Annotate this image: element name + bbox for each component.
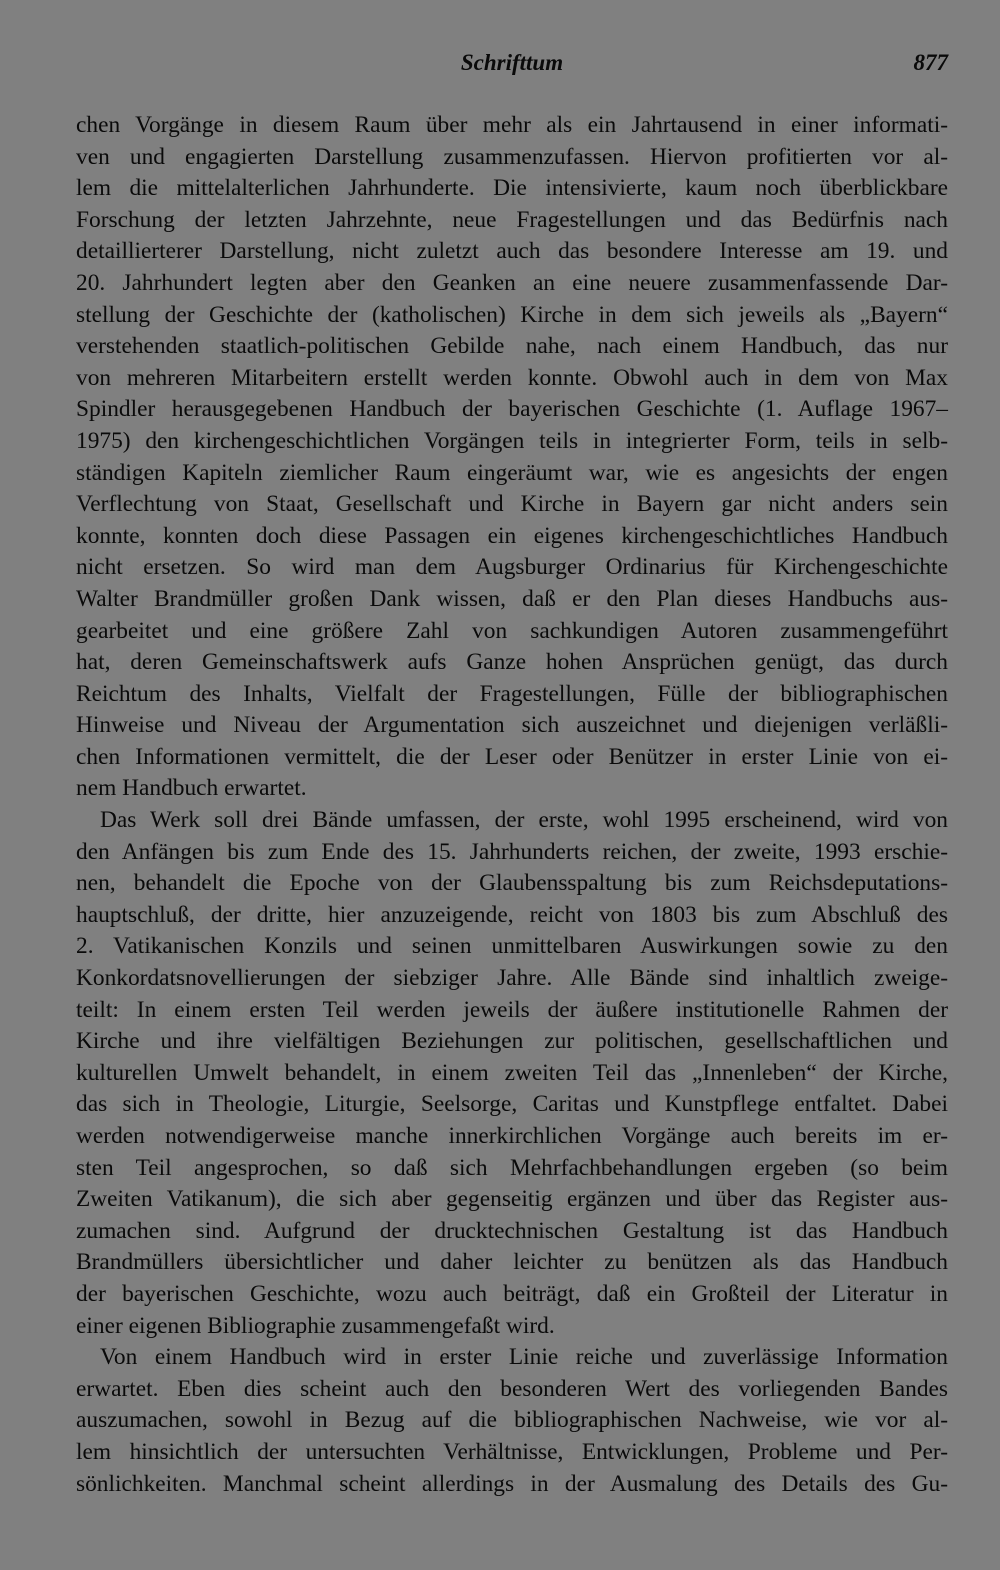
text-line: nicht ersetzen. So wird man dem Augsburger Ordinarius für Kirchengeschichte [76, 554, 948, 581]
text-line: Reichtum des Inhalts, Vielfalt der Fragestellungen, Fülle der bibliographischen [76, 680, 948, 707]
text-line: ven und engagierten Darstellung zusammenzufassen. Hiervon profitierten vor al- [76, 143, 948, 170]
text-line: Forschung der letzten Jahrzehnte, neue Fragestellungen und das Bedürfnis nach [76, 206, 948, 233]
text-line: lem hinsichtlich der untersuchten Verhältnisse, Entwicklungen, Probleme und Per- [76, 1438, 948, 1465]
text-line: hat, deren Gemeinschaftswerk aufs Ganze hohen Ansprüchen genügt, das durch [76, 649, 948, 676]
running-title: Schrifttum [460, 50, 564, 75]
text-line: den Anfängen bis zum Ende des 15. Jahrhunderts reichen, der zweite, 1993 erschie- [76, 838, 948, 865]
text-line: teilt: In einem ersten Teil werden jeweils der äußere institutionelle Rahmen der [76, 996, 948, 1023]
text-line: 20. Jahrhundert legten aber den Geanken an eine neuere zusammenfassende Dar- [76, 269, 948, 296]
text-line: 2. Vatikanischen Konzils und seinen unmittelbaren Auswirkungen sowie zu den [76, 933, 948, 960]
document-page [76, 48, 948, 1500]
text-line: nem Handbuch erwartet. [76, 775, 307, 802]
text-line: Walter Brandmüller großen Dank wissen, daß er den Plan dieses Handbuchs aus- [76, 585, 948, 612]
page-number: 877 [913, 50, 948, 75]
text-line: hauptschluß, der dritte, hier anzuzeigende, reicht von 1803 bis zum Abschluß des [76, 901, 948, 928]
text-line: erwartet. Eben dies scheint auch den besonderen Wert des vorliegenden Bandes [76, 1375, 948, 1402]
text-line: von mehreren Mitarbeitern erstellt werden konnte. Obwohl auch in dem von Max [76, 364, 948, 391]
text-line: ständigen Kapiteln ziemlicher Raum eingeräumt war, wie es angesichts der engen [76, 459, 948, 486]
text-line: Spindler herausgegebenen Handbuch der bayerischen Geschichte (1. Auflage 1967– [76, 396, 948, 423]
text-line: sten Teil angesprochen, so daß sich Mehrfachbehandlungen ergeben (so beim [76, 1154, 948, 1181]
text-line: konnte, konnten doch diese Passagen ein eigenes kirchengeschichtliches Handbuch [76, 522, 948, 549]
text-line: Von einem Handbuch wird in erster Linie reiche und zuverlässige Information [100, 1344, 948, 1371]
text-line: einer eigenen Bibliographie zusammengefaßt wird. [76, 1312, 555, 1339]
text-line: Kirche und ihre vielfältigen Beziehungen zur politischen, gesellschaftlichen und [76, 1028, 948, 1055]
text-line: detaillierterer Darstellung, nicht zuletzt auch das besondere Interesse am 19. und [76, 238, 948, 265]
text-line: werden notwendigerweise manche innerkirchlichen Vorgänge auch bereits im er- [76, 1123, 948, 1149]
text-line: Brandmüllers übersichtlicher und daher leichter zu benützen als das Handbuch [76, 1249, 948, 1276]
text-line: Zweiten Vatikanum), die sich aber gegenseitig ergänzen und über das Register aus- [76, 1186, 948, 1213]
text-line: sönlichkeiten. Manchmal scheint allerdings in der Ausmalung des Details des Gu- [76, 1470, 948, 1497]
text-line: das sich in Theologie, Liturgie, Seelsorge, Caritas und Kunstpflege entfaltet. Dabei [76, 1091, 948, 1118]
text-line: zumachen sind. Aufgrund der drucktechnischen Gestaltung ist das Handbuch [76, 1217, 948, 1244]
text-line: nen, behandelt die Epoche von der Glaubensspaltung bis zum Reichsdeputations- [76, 870, 948, 897]
text-line: auszumachen, sowohl in Bezug auf die bibliographischen Nachweise, wie vor al- [76, 1407, 948, 1434]
running-head [76, 48, 948, 82]
text-line: Verflechtung von Staat, Gesellschaft und Kirche in Bayern gar nicht anders sein [76, 491, 948, 518]
text-line: Konkordatsnovellierungen der siebziger Jahre. Alle Bände sind inhaltlich zweige- [76, 965, 948, 992]
text-line: Hinweise und Niveau der Argumentation sich auszeichnet und diejenigen verläßli- [76, 712, 948, 739]
text-line: Das Werk soll drei Bände umfassen, der erste, wohl 1995 erscheinend, wird von [100, 807, 948, 834]
paragraph [76, 805, 948, 1342]
body-text [76, 110, 948, 1500]
text-line: der bayerischen Geschichte, wozu auch beiträgt, daß ein Großteil der Literatur in [76, 1280, 948, 1307]
paragraph [76, 1342, 948, 1500]
text-line: chen Informationen vermittelt, die der Leser oder Benützer in erster Linie von ei- [76, 743, 948, 770]
text-line: stellung der Geschichte der (katholischen) Kirche in dem sich jeweils als „Bayern“ [76, 301, 948, 328]
text-line: lem die mittelalterlichen Jahrhunderte. Die intensivierte, kaum noch überblickbare [76, 175, 948, 202]
paragraph [76, 110, 948, 805]
text-line: 1975) den kirchengeschichtlichen Vorgängen teils in integrierter Form, teils in selb- [76, 427, 948, 454]
text-line: verstehenden staatlich-politischen Gebilde nahe, nach einem Handbuch, das nur [76, 333, 948, 360]
text-line: gearbeitet und eine größere Zahl von sachkundigen Autoren zusammengeführt [76, 617, 948, 644]
text-line: kulturellen Umwelt behandelt, in einem zweiten Teil das „Innenleben“ der Kirche, [76, 1059, 948, 1086]
text-line: chen Vorgänge in diesem Raum über mehr als ein Jahrtausend in einer informati- [76, 112, 948, 138]
